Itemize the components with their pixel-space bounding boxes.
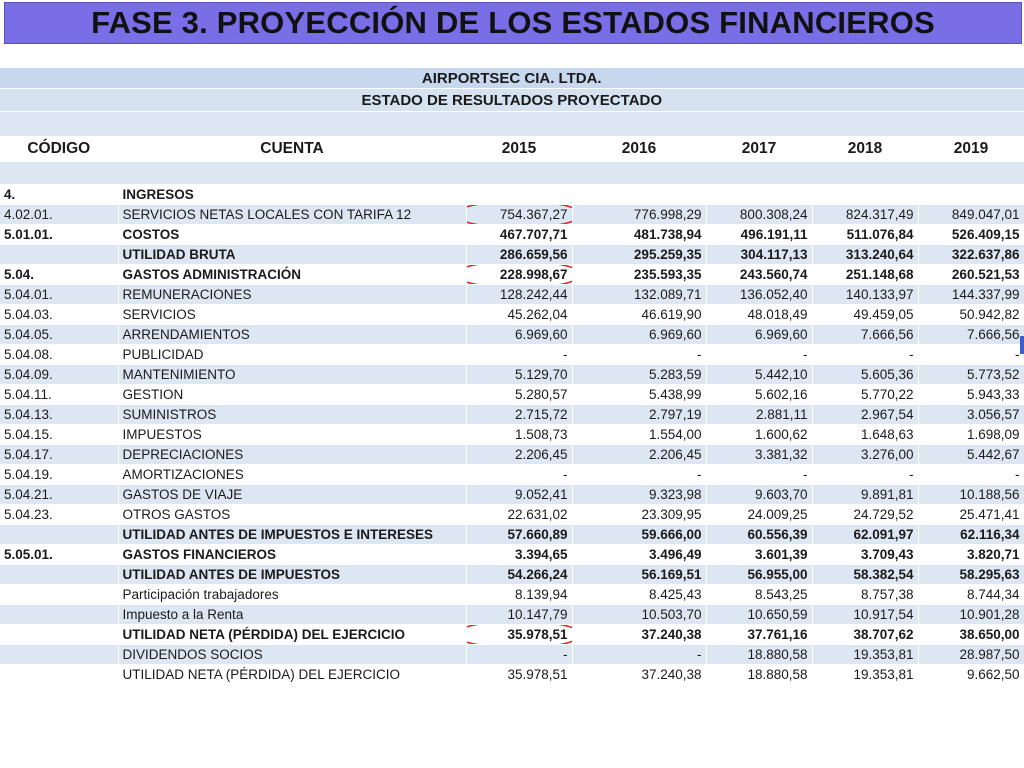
account-code: 5.04.11. xyxy=(0,385,118,405)
value-cell: 5.770,22 xyxy=(812,385,918,405)
value-cell: 1.554,00 xyxy=(572,425,706,445)
account-name: UTILIDAD ANTES DE IMPUESTOS xyxy=(118,565,466,585)
value-cell: 5.438,99 xyxy=(572,385,706,405)
value-cell: - xyxy=(918,345,1024,365)
table-row xyxy=(0,345,1024,365)
value-cell: 18.880,58 xyxy=(706,645,812,665)
value-cell: 243.560,74 xyxy=(706,265,812,285)
value-cell: 9.662,50 xyxy=(918,665,1024,685)
value-cell: 62.091,97 xyxy=(812,525,918,545)
value-cell: 526.409,15 xyxy=(918,225,1024,245)
account-code: 5.04.09. xyxy=(0,365,118,385)
value-cell: 3.381,32 xyxy=(706,445,812,465)
value-cell: 5.283,59 xyxy=(572,365,706,385)
account-code xyxy=(0,605,118,625)
value-cell: - xyxy=(572,465,706,485)
value-cell: 5.773,52 xyxy=(918,365,1024,385)
value-cell: 2.715,72 xyxy=(466,405,572,425)
value-cell: 776.998,29 xyxy=(572,205,706,225)
account-code xyxy=(0,665,118,685)
account-code: 5.04.05. xyxy=(0,325,118,345)
value-cell: 5.943,33 xyxy=(918,385,1024,405)
value-cell: - xyxy=(706,345,812,365)
value-cell: 3.496,49 xyxy=(572,545,706,565)
value-cell: 10.147,79 xyxy=(466,605,572,625)
account-code xyxy=(0,525,118,545)
account-code: 5.04.17. xyxy=(0,445,118,465)
value-cell: 496.191,11 xyxy=(706,225,812,245)
value-cell: 467.707,71 xyxy=(466,225,572,245)
account-name: UTILIDAD NETA (PÉRDIDA) DEL EJERCICIO xyxy=(118,665,466,685)
value-cell: 37.240,38 xyxy=(572,665,706,685)
value-cell: 9.891,81 xyxy=(812,485,918,505)
value-cell: 25.471,41 xyxy=(918,505,1024,525)
account-code: 5.04.21. xyxy=(0,485,118,505)
value-cell: 1.698,09 xyxy=(918,425,1024,445)
highlight-circle xyxy=(466,265,572,285)
value-cell: 5.442,10 xyxy=(706,365,812,385)
account-name: INGRESOS xyxy=(118,185,466,205)
value-cell: 511.076,84 xyxy=(812,225,918,245)
account-name: GASTOS DE VIAJE xyxy=(118,485,466,505)
value-cell: 59.666,00 xyxy=(572,525,706,545)
value-cell: 38.707,62 xyxy=(812,625,918,645)
value-cell: 481.738,94 xyxy=(572,225,706,245)
spacer-row xyxy=(0,112,1024,137)
account-name: UTILIDAD ANTES DE IMPUESTOS E INTERESES xyxy=(118,525,466,545)
table-row xyxy=(0,505,1024,525)
value-cell: 28.987,50 xyxy=(918,645,1024,665)
value-cell: 3.820,71 xyxy=(918,545,1024,565)
value-cell: 57.660,89 xyxy=(466,525,572,545)
company-row xyxy=(0,68,1024,89)
highlight-circle xyxy=(466,205,572,225)
company-name: AIRPORTSEC CIA. LTDA. xyxy=(0,68,1024,89)
value-cell: 3.709,43 xyxy=(812,545,918,565)
value-cell: 6.969,60 xyxy=(706,325,812,345)
value-cell: 5.280,57 xyxy=(466,385,572,405)
account-code: 5.04.03. xyxy=(0,305,118,325)
table-row xyxy=(0,405,1024,425)
header-year-2018: 2018 xyxy=(812,137,918,162)
value-cell: 3.394,65 xyxy=(466,545,572,565)
header-codigo: CÓDIGO xyxy=(0,137,118,162)
account-code xyxy=(0,585,118,605)
value-cell: 10.917,54 xyxy=(812,605,918,625)
value-cell: 8.757,38 xyxy=(812,585,918,605)
account-name: SUMINISTROS xyxy=(118,405,466,425)
value-cell: 800.308,24 xyxy=(706,205,812,225)
value-cell: 2.797,19 xyxy=(572,405,706,425)
value-cell: - xyxy=(572,645,706,665)
value-cell: 60.556,39 xyxy=(706,525,812,545)
value-cell: 9.603,70 xyxy=(706,485,812,505)
value-cell: 2.206,45 xyxy=(466,445,572,465)
account-code: 5.04. xyxy=(0,265,118,285)
value-cell xyxy=(918,185,1024,205)
value-cell: 5.602,16 xyxy=(706,385,812,405)
account-name: UTILIDAD NETA (PÉRDIDA) DEL EJERCICIO xyxy=(118,625,466,645)
value-cell xyxy=(466,185,572,205)
value-cell: 5.605,36 xyxy=(812,365,918,385)
value-cell xyxy=(466,265,572,285)
value-cell: 8.543,25 xyxy=(706,585,812,605)
account-code: 5.04.08. xyxy=(0,345,118,365)
header-year-2016: 2016 xyxy=(572,137,706,162)
value-cell: 37.761,16 xyxy=(706,625,812,645)
account-code: 4. xyxy=(0,185,118,205)
value-cell: 35.978,51 xyxy=(466,665,572,685)
account-name: GESTION xyxy=(118,385,466,405)
value-cell xyxy=(466,205,572,225)
account-name: UTILIDAD BRUTA xyxy=(118,245,466,265)
value-cell: 128.242,44 xyxy=(466,285,572,305)
value-cell: 3.056,57 xyxy=(918,405,1024,425)
table-row xyxy=(0,565,1024,585)
table-row xyxy=(0,205,1024,225)
value-cell: 10.650,59 xyxy=(706,605,812,625)
value-cell: - xyxy=(812,345,918,365)
account-code: 5.04.13. xyxy=(0,405,118,425)
table-row xyxy=(0,645,1024,665)
value-cell: 62.116,34 xyxy=(918,525,1024,545)
value-cell: 50.942,82 xyxy=(918,305,1024,325)
value-cell: 48.018,49 xyxy=(706,305,812,325)
account-code: 4.02.01. xyxy=(0,205,118,225)
value-cell xyxy=(572,185,706,205)
value-cell: - xyxy=(572,345,706,365)
account-name: DEPRECIACIONES xyxy=(118,445,466,465)
slide-title-bar xyxy=(4,2,1022,44)
value-cell: 24.009,25 xyxy=(706,505,812,525)
value-cell: - xyxy=(812,465,918,485)
value-cell: 132.089,71 xyxy=(572,285,706,305)
value-cell: - xyxy=(706,465,812,485)
account-name: REMUNERACIONES xyxy=(118,285,466,305)
table-row xyxy=(0,545,1024,565)
table-row xyxy=(0,245,1024,265)
value-cell: - xyxy=(918,465,1024,485)
value-cell: 3.601,39 xyxy=(706,545,812,565)
table-row xyxy=(0,585,1024,605)
value-cell: 5.442,67 xyxy=(918,445,1024,465)
value-cell: 8.139,94 xyxy=(466,585,572,605)
value-cell: 140.133,97 xyxy=(812,285,918,305)
value-cell: 19.353,81 xyxy=(812,645,918,665)
value-cell: 144.337,99 xyxy=(918,285,1024,305)
value-cell: 304.117,13 xyxy=(706,245,812,265)
header-year-2015: 2015 xyxy=(466,137,572,162)
account-name: SERVICIOS NETAS LOCALES CON TARIFA 12 xyxy=(118,205,466,225)
account-name: Impuesto a la Renta xyxy=(118,605,466,625)
account-code: 5.04.19. xyxy=(0,465,118,485)
account-name: COSTOS xyxy=(118,225,466,245)
account-name: PUBLICIDAD xyxy=(118,345,466,365)
account-name: Participación trabajadores xyxy=(118,585,466,605)
report-title-row xyxy=(0,89,1024,112)
account-name: GASTOS FINANCIEROS xyxy=(118,545,466,565)
value-cell: 2.206,45 xyxy=(572,445,706,465)
income-statement-sheet xyxy=(0,68,1024,700)
table-row xyxy=(0,225,1024,245)
value-cell: 9.052,41 xyxy=(466,485,572,505)
value-cell: 23.309,95 xyxy=(572,505,706,525)
table-row xyxy=(0,325,1024,345)
account-name: SERVICIOS xyxy=(118,305,466,325)
account-code: 5.04.23. xyxy=(0,505,118,525)
table-row xyxy=(0,285,1024,305)
account-name: OTROS GASTOS xyxy=(118,505,466,525)
account-code xyxy=(0,625,118,645)
value-cell: 49.459,05 xyxy=(812,305,918,325)
account-name: MANTENIMIENTO xyxy=(118,365,466,385)
value-cell: 313.240,64 xyxy=(812,245,918,265)
value-cell: 3.276,00 xyxy=(812,445,918,465)
value-cell: 6.969,60 xyxy=(466,325,572,345)
table-row xyxy=(0,185,1024,205)
account-code: 5.04.01. xyxy=(0,285,118,305)
value-cell: 849.047,01 xyxy=(918,205,1024,225)
table-row xyxy=(0,365,1024,385)
value-cell: 1.508,73 xyxy=(466,425,572,445)
table-row xyxy=(0,665,1024,685)
value-cell: 1.600,62 xyxy=(706,425,812,445)
table-row xyxy=(0,425,1024,445)
value-cell: 22.631,02 xyxy=(466,505,572,525)
value-cell: 2.967,54 xyxy=(812,405,918,425)
value-cell: 7.666,56 xyxy=(918,325,1024,345)
value-cell: 286.659,56 xyxy=(466,245,572,265)
value-cell: 8.744,34 xyxy=(918,585,1024,605)
value-cell: 322.637,86 xyxy=(918,245,1024,265)
value-cell: 7.666,56 xyxy=(812,325,918,345)
value-cell: 18.880,58 xyxy=(706,665,812,685)
account-code xyxy=(0,565,118,585)
value-cell: 54.266,24 xyxy=(466,565,572,585)
value-cell: 58.295,63 xyxy=(918,565,1024,585)
highlighted-value: 228.998,67 xyxy=(499,267,568,282)
account-name: ARRENDAMIENTOS xyxy=(118,325,466,345)
value-cell: 56.169,51 xyxy=(572,565,706,585)
value-cell: - xyxy=(466,345,572,365)
value-cell: 10.901,28 xyxy=(918,605,1024,625)
value-cell: 19.353,81 xyxy=(812,665,918,685)
header-year-2019: 2019 xyxy=(918,137,1024,162)
account-name: GASTOS ADMINISTRACIÓN xyxy=(118,265,466,285)
report-title: ESTADO DE RESULTADOS PROYECTADO xyxy=(0,89,1024,112)
account-name: AMORTIZACIONES xyxy=(118,465,466,485)
scroll-edge-marker xyxy=(1020,336,1024,354)
value-cell: 10.503,70 xyxy=(572,605,706,625)
value-cell xyxy=(706,185,812,205)
account-code: 5.01.01. xyxy=(0,225,118,245)
value-cell: 38.650,00 xyxy=(918,625,1024,645)
table-row xyxy=(0,485,1024,505)
table-row xyxy=(0,465,1024,485)
table-row xyxy=(0,305,1024,325)
value-cell: 1.648,63 xyxy=(812,425,918,445)
value-cell xyxy=(812,185,918,205)
value-cell: 58.382,54 xyxy=(812,565,918,585)
value-cell: 136.052,40 xyxy=(706,285,812,305)
value-cell: 24.729,52 xyxy=(812,505,918,525)
value-cell: 46.619,90 xyxy=(572,305,706,325)
table-row xyxy=(0,525,1024,545)
highlighted-value: 35.978,51 xyxy=(507,627,568,642)
income-statement-table xyxy=(0,68,1024,685)
highlighted-value: 754.367,27 xyxy=(499,207,568,222)
header-row xyxy=(0,137,1024,162)
highlight-circle xyxy=(466,625,572,645)
value-cell: 56.955,00 xyxy=(706,565,812,585)
value-cell: 235.593,35 xyxy=(572,265,706,285)
table-row xyxy=(0,625,1024,645)
account-code xyxy=(0,645,118,665)
value-cell: - xyxy=(466,645,572,665)
account-code xyxy=(0,245,118,265)
table-row xyxy=(0,605,1024,625)
value-cell: 295.259,35 xyxy=(572,245,706,265)
account-name: IMPUESTOS xyxy=(118,425,466,445)
table-row xyxy=(0,445,1024,465)
value-cell: 5.129,70 xyxy=(466,365,572,385)
header-year-2017: 2017 xyxy=(706,137,812,162)
table-row xyxy=(0,385,1024,405)
account-name: DIVIDENDOS SOCIOS xyxy=(118,645,466,665)
value-cell: 10.188,56 xyxy=(918,485,1024,505)
value-cell: - xyxy=(466,465,572,485)
value-cell: 9.323,98 xyxy=(572,485,706,505)
value-cell: 8.425,43 xyxy=(572,585,706,605)
header-cuenta: CUENTA xyxy=(118,137,466,162)
value-cell: 37.240,38 xyxy=(572,625,706,645)
value-cell: 45.262,04 xyxy=(466,305,572,325)
value-cell: 2.881,11 xyxy=(706,405,812,425)
value-cell: 6.969,60 xyxy=(572,325,706,345)
table-row xyxy=(0,265,1024,285)
account-code: 5.05.01. xyxy=(0,545,118,565)
value-cell xyxy=(466,625,572,645)
account-code: 5.04.15. xyxy=(0,425,118,445)
value-cell: 260.521,53 xyxy=(918,265,1024,285)
value-cell: 824.317,49 xyxy=(812,205,918,225)
value-cell: 251.148,68 xyxy=(812,265,918,285)
gap-row xyxy=(0,162,1024,185)
slide-title: FASE 3. PROYECCIÓN DE LOS ESTADOS FINANCIEROS xyxy=(91,5,935,40)
